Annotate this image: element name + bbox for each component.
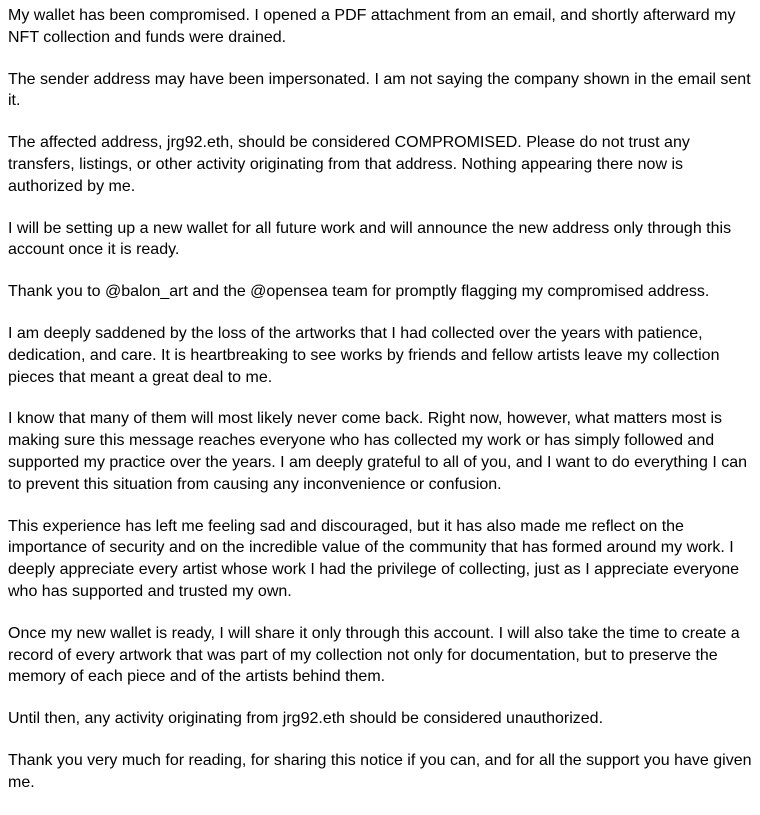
paragraph-loss-of-artworks: I am deeply saddened by the loss of the artworks that I had collected over the years with patience, dedication, and care. It is heartbreaking to see works by friends and fellow artists leave my collection pieces that meant a great deal to me. bbox=[8, 324, 720, 386]
paragraph-new-wallet-plan: I will be setting up a new wallet for all future work and will announce the new address only through this account once it is ready. bbox=[8, 219, 732, 259]
paragraph-record-of-collection: Once my new wallet is ready, I will share it only through this account. I will also take the time to create a record of every artwork that was part of my collection not only for documentation, but to preserve the memory of each piece and of the artists behind them. bbox=[8, 624, 740, 686]
paragraph-compromised-wallet: My wallet has been compromised. I opened a PDF attachment from an email, and shortly afterward my NFT collection and funds were drained. bbox=[8, 7, 736, 46]
paragraph-closing-thanks: Thank you very much for reading, for sharing this notice if you can, and for all the support you have given me. bbox=[8, 751, 752, 791]
paragraph-message-to-collectors: I know that many of them will most likely never come back. Right now, however, what matters most is making sure this message reaches everyone who has collected my work or has simply followed and supported my practice over the years. I am deeply grateful to all of you, and I want to do everything I can to prevent this situation from causing any inconvenience or confusion. bbox=[8, 410, 748, 493]
paragraph-affected-address: The affected address, jrg92.eth, should be considered COMPROMISED. Please do not trust any transfers, listings, or other activity originating from that address. Nothing appearing there now is authorized by me. bbox=[8, 134, 690, 195]
paragraph-sender-impersonated: The sender address may have been impersonated. I am not saying the company shown in the email sent it. bbox=[8, 70, 751, 110]
paragraph-thanks-flagging: Thank you to @balon_art and the @opensea team for promptly flagging my compromised address. bbox=[8, 283, 710, 301]
post-body bbox=[8, 5, 756, 794]
paragraph-unauthorized-activity: Until then, any activity originating from jrg92.eth should be considered unauthorized. bbox=[8, 710, 604, 728]
paragraph-reflection: This experience has left me feeling sad and discouraged, but it has also made me reflect on the importance of security and on the incredible value of the community that has formed around my work. I deeply appreciate every artist whose work I had the privilege of collecting, just as I appreciate everyone who has supported and trusted my own. bbox=[8, 517, 740, 600]
